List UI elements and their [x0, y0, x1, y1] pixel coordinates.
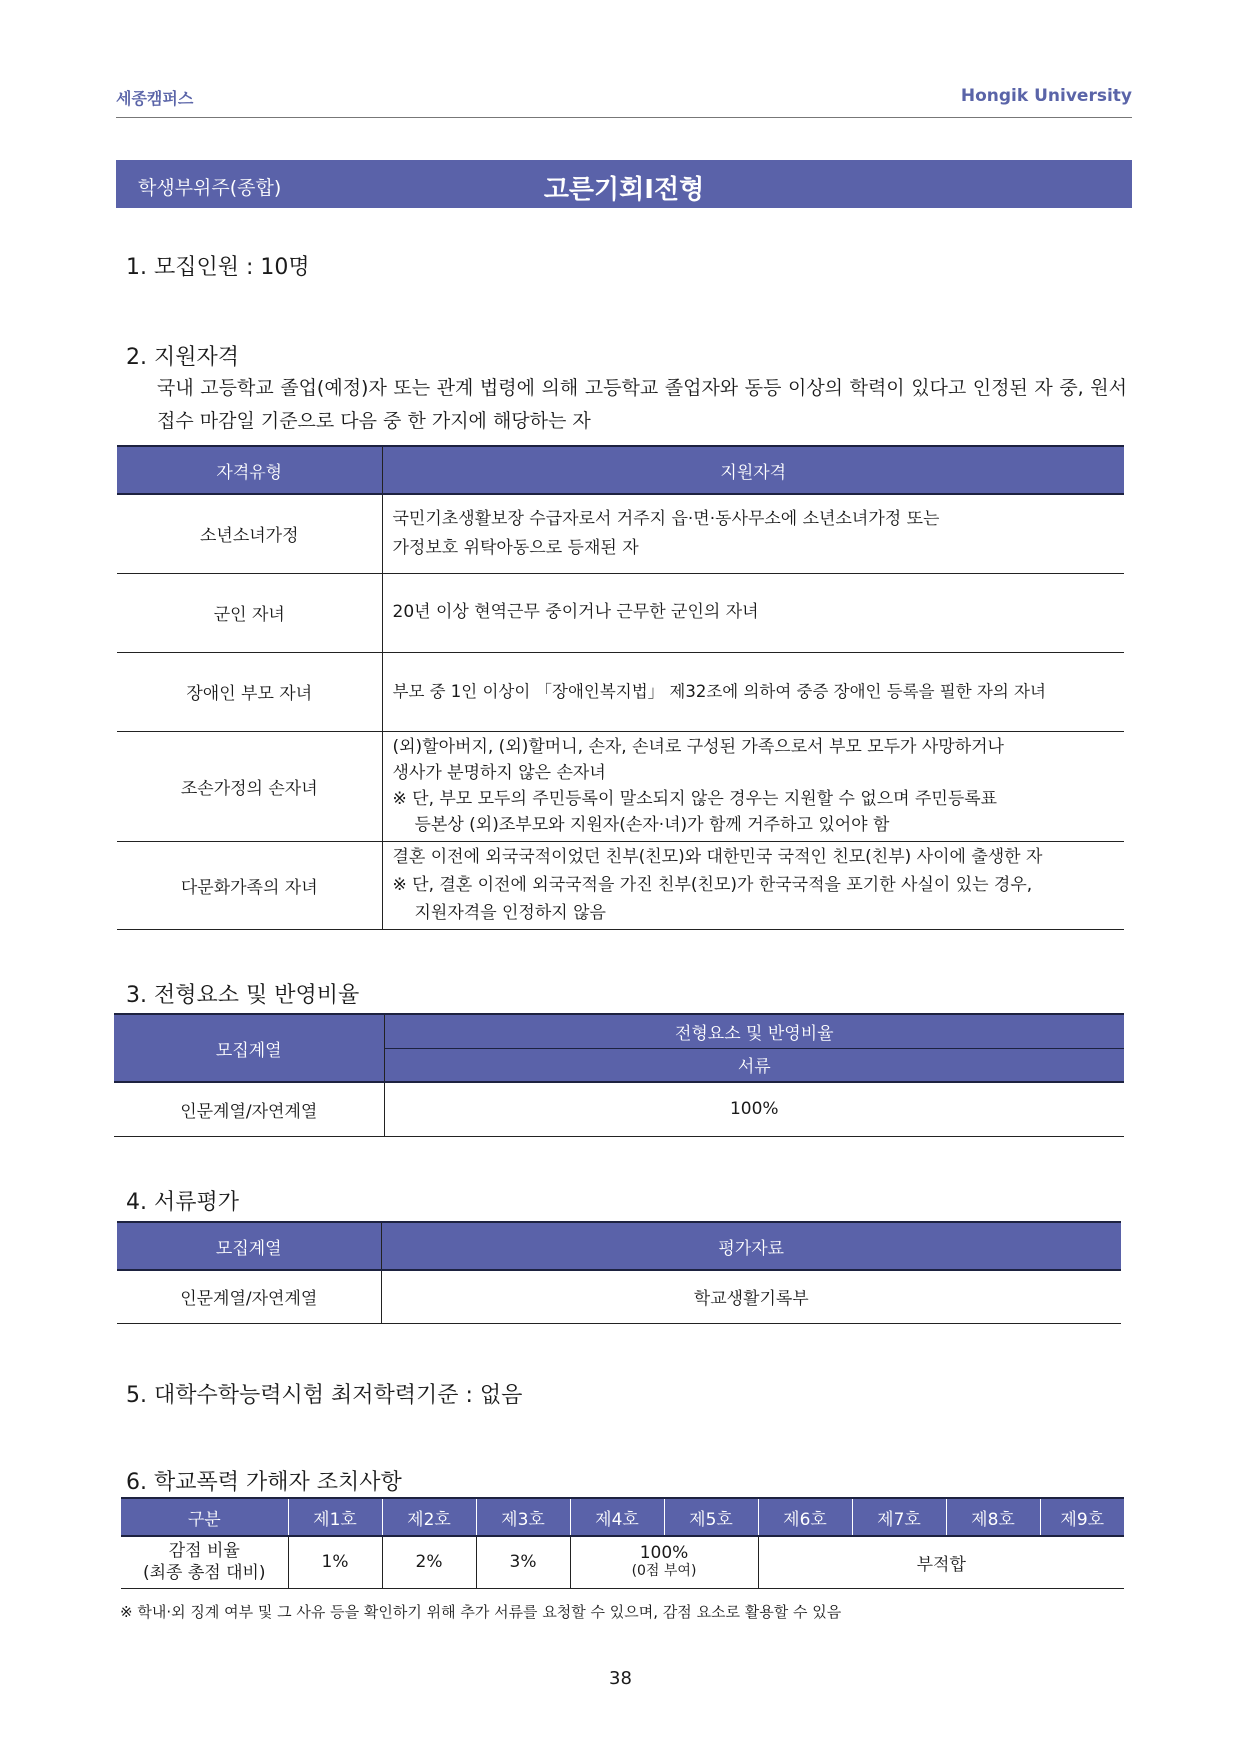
- level-2-value: 2%: [382, 1536, 476, 1588]
- header-level-1: 제1호: [288, 1498, 382, 1536]
- table-row: [117, 1270, 1121, 1323]
- qual-desc-cell: [382, 841, 1124, 929]
- header-elements: 전형요소 및 반영비율: [384, 1014, 1124, 1048]
- doc-group-cell: 인문계열/자연계열: [117, 1270, 381, 1323]
- qual-line: ※ 단, 부모 모두의 주민등록이 말소되지 않은 경우는 지원할 수 없으며 주민등록표: [392, 789, 998, 809]
- table-row: [117, 841, 1124, 929]
- ratio-group-cell: 인문계열/자연계열: [114, 1082, 384, 1136]
- section-1-recruitment: 1. 모집인원 : 10명: [126, 255, 310, 280]
- header-documents: 서류: [384, 1048, 1124, 1082]
- table-row: [114, 1082, 1124, 1136]
- qual-desc-cell: [382, 573, 1124, 652]
- qual-type-cell: 군인 자녀: [117, 573, 382, 652]
- header-qualification: 지원자격: [382, 446, 1124, 494]
- header-level-7: 제7호: [852, 1498, 946, 1536]
- level-4-5-note: (0점 부여): [631, 1563, 697, 1580]
- qual-line: 20년 이상 현역근무 중이거나 근무한 군인의 자녀: [392, 602, 759, 622]
- qual-type-cell: 소년소녀가정: [117, 494, 382, 573]
- document-eval-table: [117, 1221, 1121, 1324]
- section-6-title: 6. 학교폭력 가해자 조치사항: [126, 1470, 402, 1495]
- section-2-paragraph: 국내 고등학교 졸업(예정)자 또는 관계 법령에 의해 고등학교 졸업자와 동등 이상의 학력이 있다고 인정된 자 중, 원서접수 마감일 기준으로 다음 중 한 가지에 해당하는 자: [157, 377, 1127, 432]
- section-3-title: 3. 전형요소 및 반영비율: [126, 983, 360, 1008]
- ratio-table: [114, 1013, 1124, 1137]
- header-level-6: 제6호: [758, 1498, 852, 1536]
- header-eval-material: 평가자료: [381, 1222, 1121, 1270]
- qual-desc-cell: [382, 731, 1124, 841]
- table-row: [117, 731, 1124, 841]
- table-row: [117, 494, 1124, 573]
- qual-line: 지원자격을 인정하지 않음: [414, 903, 606, 923]
- header-divider: [116, 117, 1132, 118]
- header-qual-type: 자격유형: [117, 446, 382, 494]
- qual-line: 부모 중 1인 이상이 「장애인복지법」 제32조에 의하여 중증 장애인 등록을 필한 자의 자녀: [392, 682, 1046, 701]
- qual-line: 등본상 (외)조부모와 지원자(손자·녀)가 함께 거주하고 있어야 함: [414, 815, 890, 835]
- qual-type-cell: 다문화가족의 자녀: [117, 841, 382, 929]
- section-4-title: 4. 서류평가: [126, 1190, 239, 1215]
- qual-line: 가정보호 위탁아동으로 등재된 자: [392, 537, 639, 558]
- page-number: 38: [609, 1668, 632, 1689]
- header-recruit-group: 모집계열: [114, 1014, 384, 1082]
- qual-line: 국민기초생활보장 수급자로서 거주지 읍·면·동사무소에 소년소녀가정 또는: [392, 508, 940, 529]
- header-recruit-group: 모집계열: [117, 1222, 381, 1270]
- header-category: 구분: [121, 1498, 288, 1536]
- qualification-table: [117, 445, 1124, 930]
- level-4-5-value: [570, 1536, 758, 1588]
- table-row: [121, 1536, 1124, 1588]
- header-level-3: 제3호: [476, 1498, 570, 1536]
- qual-desc-cell: [382, 494, 1124, 573]
- section-5-csat: 5. 대학수학능력시험 최저학력기준 : 없음: [126, 1383, 523, 1408]
- qual-type-cell: 장애인 부모 자녀: [117, 652, 382, 731]
- banner-category: 학생부위주(종합): [138, 177, 282, 199]
- header-level-5: 제5호: [664, 1498, 758, 1536]
- qual-line: ※ 단, 결혼 이전에 외국국적을 가진 친부(친모)가 한국국적을 포기한 사실이 있는 경우,: [392, 875, 1033, 895]
- footnote: ※ 학내·외 징계 여부 및 그 사유 등을 확인하기 위해 추가 서류를 요청할 수 있으며, 감점 요소로 활용할 수 있음: [120, 1603, 842, 1621]
- university-name: Hongik University: [960, 86, 1132, 106]
- table-row: [117, 573, 1124, 652]
- qual-desc-cell: [382, 652, 1124, 731]
- deduction-label-cell: [121, 1536, 288, 1588]
- campus-label: 세종캠퍼스: [116, 89, 194, 108]
- table-row: [117, 652, 1124, 731]
- level-4-5-percent: 100%: [639, 1543, 689, 1564]
- header-level-4: 제4호: [570, 1498, 664, 1536]
- qual-line: (외)할아버지, (외)할머니, 손자, 손녀로 구성된 가족으로서 부모 모두가 사망하거나: [392, 737, 1004, 757]
- deduction-label: 감점 비율: [168, 1541, 240, 1562]
- deduction-label-sub: (최종 총점 대비): [142, 1563, 266, 1584]
- school-violence-table: [121, 1497, 1124, 1589]
- banner-title: 고른기회Ⅰ전형: [543, 175, 705, 205]
- level-3-value: 3%: [476, 1536, 570, 1588]
- qual-type-cell: 조손가정의 손자녀: [117, 731, 382, 841]
- qual-line: 결혼 이전에 외국국적이었던 친부(친모)와 대한민국 국적인 친모(친부) 사이에 출생한 자: [392, 847, 1043, 867]
- level-6-9-value: 부적합: [758, 1536, 1124, 1588]
- ratio-value-cell: 100%: [384, 1082, 1124, 1136]
- level-1-value: 1%: [288, 1536, 382, 1588]
- doc-material-cell: 학교생활기록부: [381, 1270, 1121, 1323]
- section-2-title: 2. 지원자격: [126, 345, 239, 370]
- header-level-2: 제2호: [382, 1498, 476, 1536]
- qual-line: 생사가 분명하지 않은 손자녀: [392, 763, 606, 783]
- header-level-9: 제9호: [1040, 1498, 1124, 1536]
- header-level-8: 제8호: [946, 1498, 1040, 1536]
- admission-banner: [116, 160, 1132, 208]
